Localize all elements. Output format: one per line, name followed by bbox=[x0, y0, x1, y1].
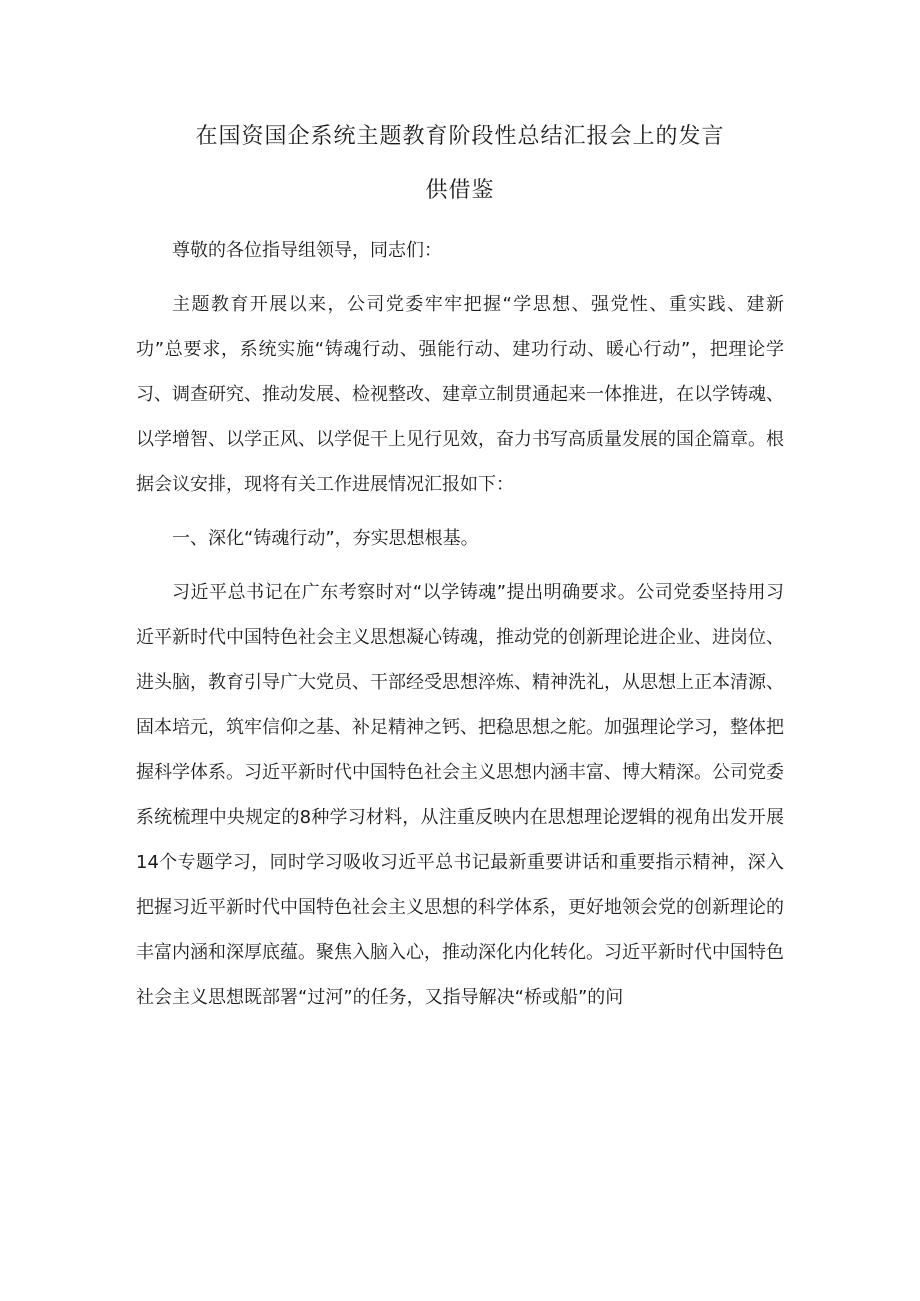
document-body bbox=[136, 228, 784, 1029]
paragraph-section-1: 习近平总书记在广东考察时对“以学铸魂”提出明确要求。公司党委坚持用习近平新时代中国特色社会主义思想凝心铸魂，推动党的创新理论进企业、进岗位、进头脑，教育引导广大党员、干部经受思想淬炼、精神洗礼，从思想上正本清源、固本培元，筑牢信仰之基、补足精神之钙、把稳思想之舵。加强理论学习，整体把握科学体系。习近平新时代中国特色社会主义思想内涵丰富、博大精深。公司党委系统梳理中央规定的8种学习材料，从注重反映内在思想理论逻辑的视角出发开展14个专题学习，同时学习吸收习近平总书记最新重要讲话和重要指示精神，深入把握习近平新时代中国特色社会主义思想的科学体系，更好地领会党的创新理论的丰富内涵和深厚底蕴。聚焦入脑入心，推动深化内化转化。习近平新时代中国特色社会主义思想既部署“过河”的任务，又指导解决“桥或船”的问 bbox=[136, 582, 784, 1008]
document-title-line-1: 在国资国企系统主题教育阶段性总结汇报会上的发言 bbox=[195, 124, 725, 149]
paragraph-intro: 主题教育开展以来，公司党委牢牢把握“学思想、强党性、重实践、建新功”总要求，系统实施“铸魂行动、强能行动、建功行动、暖心行动”，把理论学习、调查研究、推动发展、检视整改、建章立制贯通起来一体推进，在以学铸魂、以学增智、以学正风、以学促干上见行见效，奋力书写高质量发展的国企篇章。根据会议安排，现将有关工作进展情况汇报如下： bbox=[136, 294, 784, 495]
salutation: 尊敬的各位指导组领导，同志们： bbox=[172, 240, 442, 261]
section-heading-1: 一、深化“铸魂行动”，夯实思想根基。 bbox=[172, 528, 479, 549]
document-title-line-2: 供借鉴 bbox=[425, 178, 495, 203]
